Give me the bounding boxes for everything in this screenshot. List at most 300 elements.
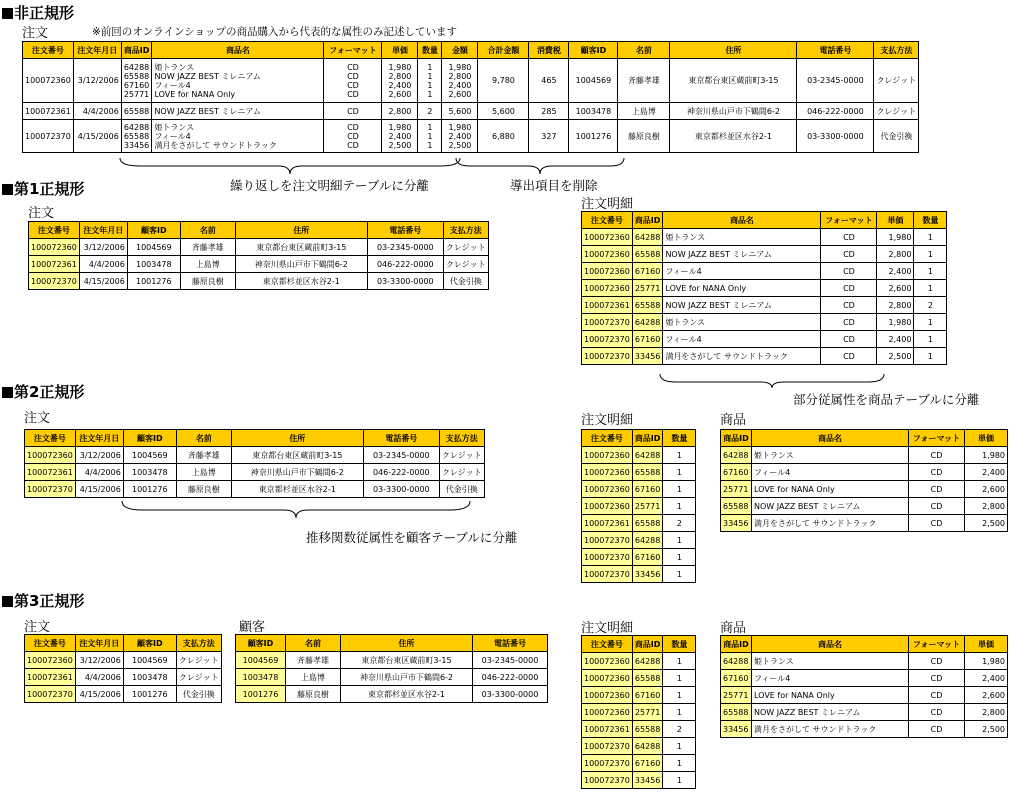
table-cell: 65588 <box>632 670 663 687</box>
table-cell: 2 <box>663 721 696 738</box>
table-cell: 2,500 <box>965 515 1008 532</box>
table-cell: 100072370 <box>29 273 80 290</box>
table-cell: CD <box>909 653 965 670</box>
table-cell: 64288 <box>632 447 663 464</box>
product-2nf-row <box>721 447 1008 464</box>
table-cell: 満月をさがして サウンドトラック <box>752 721 909 738</box>
table-cell: クレジット <box>443 239 488 256</box>
detail-2nf-header-row <box>582 430 696 447</box>
column-header: 電話番号 <box>363 430 439 447</box>
table-cell: 2,600 <box>877 280 914 297</box>
section-title-3nf: 第3正規形 <box>2 590 84 611</box>
detail-3nf-row <box>582 738 696 755</box>
unf-row <box>23 103 919 120</box>
table-cell: 2 <box>418 103 442 120</box>
table-cell: 2,400 <box>965 670 1008 687</box>
table-cell: 満月をさがして サウンドトラック <box>663 348 821 365</box>
table-cell: 4/15/2006 <box>79 273 127 290</box>
column-header: 商品名 <box>752 430 909 447</box>
unf-row <box>23 120 919 153</box>
detail-1nf-row <box>582 331 947 348</box>
table-cell: 藤原良樹 <box>618 120 670 153</box>
table-cell: CD <box>909 515 965 532</box>
column-header: 住所 <box>231 430 363 447</box>
column-header: 商品ID <box>121 42 152 59</box>
table-cell: 1003478 <box>569 103 618 120</box>
table-cell: 046-222-0000 <box>473 669 548 686</box>
table-cell: 33456 <box>632 566 663 583</box>
table-cell: 東京都台東区蔵前町3-15 <box>670 59 797 103</box>
product-2nf-header-row <box>721 430 1008 447</box>
order-2nf-header-row <box>25 430 485 447</box>
table-cell: 東京都台東区蔵前町3-15 <box>235 239 367 256</box>
table-cell: 03-3300-0000 <box>363 481 439 498</box>
product-table-3nf <box>720 635 1008 738</box>
customer-3nf-row <box>236 669 548 686</box>
table-cell: 1001276 <box>236 686 286 703</box>
table-cell: 03-2345-0000 <box>797 59 874 103</box>
column-header: 名前 <box>286 635 341 652</box>
table-cell: 代金引換 <box>439 481 484 498</box>
table-cell: 1 <box>663 532 696 549</box>
column-header: 消費税 <box>529 42 569 59</box>
table-cell: 1 <box>663 670 696 687</box>
table-cell: CD CD CD CD <box>324 59 382 103</box>
table-cell: 東京都台東区蔵前町3-15 <box>231 447 363 464</box>
table-cell: 64288 65588 67160 25771 <box>121 59 152 103</box>
column-header: 単価 <box>382 42 418 59</box>
column-header: 商品名 <box>152 42 324 59</box>
table-cell: 4/15/2006 <box>73 120 121 153</box>
table-cell: CD <box>821 348 877 365</box>
column-header: 数量 <box>914 212 947 229</box>
table-cell: 100072360 <box>582 481 633 498</box>
table-cell: 64288 <box>721 653 752 670</box>
table-cell: 100072370 <box>23 120 74 153</box>
table-cell: CD <box>821 331 877 348</box>
table-cell: 東京都杉並区水谷2-1 <box>341 686 473 703</box>
table-cell: 満月をさがして サウンドトラック <box>752 515 909 532</box>
column-header: フォーマット <box>909 636 965 653</box>
table-cell: 03-2345-0000 <box>363 447 439 464</box>
table-cell: 25771 <box>721 481 752 498</box>
table-cell: 姫トランス フィール4 満月をさがして サウンドトラック <box>152 120 324 153</box>
column-header: 金額 <box>442 42 478 59</box>
table-cell: 1 <box>663 447 696 464</box>
detail-3nf-row <box>582 687 696 704</box>
table-cell: CD <box>821 280 877 297</box>
table-cell: 代金引換 <box>176 686 221 703</box>
table-cell: 藤原良樹 <box>180 273 235 290</box>
table-cell: 1 <box>663 704 696 721</box>
detail-3nf-header-row <box>582 636 696 653</box>
annotation-transitive: 推移関数従属性を顧客テーブルに分離 <box>306 530 518 545</box>
column-header: 商品ID <box>632 430 663 447</box>
column-header: 顧客ID <box>123 635 176 652</box>
table-cell: 100072360 <box>582 280 633 297</box>
order-3nf-row <box>25 686 222 703</box>
table-cell: クレジット <box>439 447 484 464</box>
column-header: 注文番号 <box>582 212 633 229</box>
detail-2nf-row <box>582 481 696 498</box>
unf-header-row <box>23 42 919 59</box>
column-header: 商品ID <box>632 636 663 653</box>
table-cell: 2 <box>914 297 947 314</box>
detail-1nf-row <box>582 229 947 246</box>
column-header: 単価 <box>965 430 1008 447</box>
column-header: フォーマット <box>821 212 877 229</box>
table-caption-detail-2nf: 注文明細 <box>581 413 634 428</box>
column-header: フォーマット <box>909 430 965 447</box>
annotation-partial: 部分従属性を商品テーブルに分離 <box>793 392 980 407</box>
table-cell: 9,780 <box>478 59 529 103</box>
table-caption-customer-3nf: 顧客 <box>239 620 266 635</box>
table-caption-order-3nf: 注文 <box>24 620 51 635</box>
table-cell: 100072360 <box>25 447 76 464</box>
table-cell: 327 <box>529 120 569 153</box>
table-cell: LOVE for NANA Only <box>752 481 909 498</box>
table-cell: 東京都台東区蔵前町3-15 <box>341 652 473 669</box>
table-cell: 64288 <box>632 532 663 549</box>
table-cell: 33456 <box>721 721 752 738</box>
table-cell: 100072361 <box>25 464 76 481</box>
table-cell: NOW JAZZ BEST ミレニアム <box>752 704 909 721</box>
table-cell: クレジット <box>443 256 488 273</box>
table-cell: NOW JAZZ BEST ミレニアム <box>752 498 909 515</box>
table-cell: 100072360 <box>582 246 633 263</box>
table-caption-detail-3nf: 注文明細 <box>581 621 634 636</box>
table-cell: 25771 <box>632 498 663 515</box>
table-cell: 100072361 <box>582 515 633 532</box>
table-cell: 1 <box>663 738 696 755</box>
annotation-repeat: 繰り返しを注文明細テーブルに分離 <box>230 178 429 193</box>
column-header: 注文番号 <box>23 42 74 59</box>
order-table-2nf <box>24 429 485 498</box>
table-cell: 1 <box>663 772 696 789</box>
column-header: 商品ID <box>632 212 663 229</box>
order-3nf-header-row <box>25 635 222 652</box>
transitive-dependency-brace <box>122 501 470 525</box>
table-cell: 67160 <box>632 687 663 704</box>
detail-2nf-row <box>582 447 696 464</box>
detail-2nf-row <box>582 498 696 515</box>
table-cell: クレジット <box>874 103 919 120</box>
column-header: 電話番号 <box>367 222 443 239</box>
table-cell: 1 <box>663 549 696 566</box>
order-table-1nf <box>28 221 489 290</box>
table-cell: CD <box>909 447 965 464</box>
table-cell: 上島博 <box>286 669 341 686</box>
section-title-1nf: 第1正規形 <box>2 178 84 199</box>
table-cell: 100072370 <box>582 549 633 566</box>
table-cell: 65588 <box>632 297 663 314</box>
detail-1nf-row <box>582 297 947 314</box>
table-cell: CD <box>909 687 965 704</box>
column-header: 注文番号 <box>582 430 633 447</box>
table-cell: 3/12/2006 <box>75 447 123 464</box>
table-cell: 斉藤孝雄 <box>286 652 341 669</box>
column-header: 注文番号 <box>25 635 76 652</box>
detail-1nf-row <box>582 246 947 263</box>
customer-3nf-header-row <box>236 635 548 652</box>
column-header: 注文年月日 <box>75 635 123 652</box>
table-cell: 1,980 2,400 2,500 <box>442 120 478 153</box>
table-cell: 67160 <box>632 263 663 280</box>
table-cell: 100072360 <box>582 498 633 515</box>
table-cell: 100072370 <box>582 566 633 583</box>
table-cell: フィール4 <box>663 263 821 280</box>
table-cell: 33456 <box>632 348 663 365</box>
table-cell: 神奈川県山戸市下鶴間6-2 <box>235 256 367 273</box>
table-cell: CD <box>821 297 877 314</box>
table-cell: 2 <box>663 515 696 532</box>
table-cell: 1001276 <box>123 686 176 703</box>
table-cell: 100072360 <box>582 687 633 704</box>
detail-2nf-row <box>582 549 696 566</box>
table-cell: 姫トランス <box>663 314 821 331</box>
column-header: 名前 <box>618 42 670 59</box>
column-header: 単価 <box>965 636 1008 653</box>
table-cell: 1,980 2,400 2,500 <box>382 120 418 153</box>
table-caption-product-2nf: 商品 <box>720 413 747 428</box>
table-cell: 1 <box>914 263 947 280</box>
table-cell: フィール4 <box>752 464 909 481</box>
column-header: 住所 <box>235 222 367 239</box>
table-cell: 100072370 <box>582 738 633 755</box>
table-cell: 465 <box>529 59 569 103</box>
scope-note: ※前回のオンラインショップの商品購入から代表的な属性のみ記述しています <box>92 26 458 38</box>
table-cell: CD <box>324 103 382 120</box>
table-cell: 1 1 1 <box>418 120 442 153</box>
table-caption-product-3nf: 商品 <box>720 621 747 636</box>
table-cell: 1,980 <box>877 314 914 331</box>
order-2nf-row <box>25 464 485 481</box>
table-cell: 1003478 <box>236 669 286 686</box>
detail-3nf-row <box>582 704 696 721</box>
table-cell: 64288 <box>632 229 663 246</box>
table-caption-order-2nf: 注文 <box>24 411 51 426</box>
table-cell: 姫トランス <box>663 229 821 246</box>
table-cell: 藤原良樹 <box>176 481 231 498</box>
table-cell: 2,800 <box>877 297 914 314</box>
table-cell: 100072360 <box>582 263 633 280</box>
table-cell: 100072370 <box>582 532 633 549</box>
table-cell: 神奈川県山戸市下鶴間6-2 <box>670 103 797 120</box>
column-header: 数量 <box>418 42 442 59</box>
order-1nf-row <box>29 239 489 256</box>
product-table-2nf <box>720 429 1008 532</box>
table-cell: 046-222-0000 <box>367 256 443 273</box>
table-cell: 1004569 <box>569 59 618 103</box>
table-cell: 5,600 <box>442 103 478 120</box>
table-cell: 3/12/2006 <box>75 652 123 669</box>
table-cell: 100072360 <box>582 653 633 670</box>
product-3nf-row <box>721 687 1008 704</box>
table-cell: 1,980 <box>965 447 1008 464</box>
table-cell: 斉藤孝雄 <box>176 447 231 464</box>
annotation-derived: 導出項目を削除 <box>510 178 598 193</box>
table-cell: 東京都杉並区水谷2-1 <box>235 273 367 290</box>
table-cell: 64288 65588 33456 <box>121 120 152 153</box>
detail-1nf-row <box>582 280 947 297</box>
table-cell: 2,500 <box>965 721 1008 738</box>
unf-order-table <box>22 41 919 153</box>
table-cell: 1 1 1 1 <box>418 59 442 103</box>
table-cell: 100072370 <box>582 772 633 789</box>
column-header: 顧客ID <box>236 635 286 652</box>
detail-2nf-row <box>582 464 696 481</box>
column-header: 注文年月日 <box>73 42 121 59</box>
column-header: 住所 <box>341 635 473 652</box>
table-cell: 1 <box>914 246 947 263</box>
table-cell: 1,980 2,800 2,400 2,600 <box>382 59 418 103</box>
table-cell: 2,800 <box>382 103 418 120</box>
table-cell: LOVE for NANA Only <box>752 687 909 704</box>
table-cell: 2,800 <box>965 498 1008 515</box>
detail-3nf-row <box>582 653 696 670</box>
table-cell: 1003478 <box>123 464 176 481</box>
table-cell: NOW JAZZ BEST ミレニアム <box>152 103 324 120</box>
table-cell: 65588 <box>721 498 752 515</box>
column-header: 顧客ID <box>127 222 180 239</box>
product-2nf-row <box>721 515 1008 532</box>
customer-3nf-row <box>236 686 548 703</box>
table-cell: 65588 <box>632 721 663 738</box>
table-cell: 33456 <box>632 772 663 789</box>
table-cell: 64288 <box>632 738 663 755</box>
column-header: 顧客ID <box>569 42 618 59</box>
table-cell: CD <box>909 481 965 498</box>
table-cell: 1003478 <box>123 669 176 686</box>
detail-2nf-row <box>582 515 696 532</box>
table-cell: 03-3300-0000 <box>473 686 548 703</box>
column-header: 注文番号 <box>582 636 633 653</box>
column-header: 数量 <box>663 430 696 447</box>
table-cell: 100072361 <box>23 103 74 120</box>
table-cell: CD <box>909 704 965 721</box>
table-cell: 代金引換 <box>874 120 919 153</box>
table-cell: 姫トランス <box>752 653 909 670</box>
column-header: 注文年月日 <box>79 222 127 239</box>
table-cell: 100072360 <box>582 229 633 246</box>
detail-2nf-row <box>582 566 696 583</box>
table-cell: フィール4 <box>663 331 821 348</box>
table-cell: 2,400 <box>877 263 914 280</box>
square-bullet-icon <box>2 596 13 607</box>
table-cell: 2,400 <box>965 464 1008 481</box>
detail-3nf-row <box>582 721 696 738</box>
table-cell: 1 <box>663 498 696 515</box>
table-cell: 65588 <box>721 704 752 721</box>
order-table-3nf <box>24 634 222 703</box>
table-cell: 2,800 <box>877 246 914 263</box>
table-cell: 上島博 <box>618 103 670 120</box>
table-cell: 100072370 <box>582 348 633 365</box>
table-cell: CD <box>909 464 965 481</box>
column-header: 注文番号 <box>29 222 80 239</box>
table-cell: 67160 <box>721 670 752 687</box>
table-cell: NOW JAZZ BEST ミレニアム <box>663 297 821 314</box>
table-cell: 1 <box>914 331 947 348</box>
table-cell: 100072360 <box>582 447 633 464</box>
table-cell: 1 <box>914 314 947 331</box>
table-cell: 65588 <box>632 515 663 532</box>
table-cell: 03-3300-0000 <box>367 273 443 290</box>
table-cell: CD <box>821 229 877 246</box>
order-2nf-row <box>25 447 485 464</box>
table-cell: 1001276 <box>127 273 180 290</box>
table-cell: CD <box>821 246 877 263</box>
table-cell: 2,800 <box>965 704 1008 721</box>
table-cell: 1 <box>914 348 947 365</box>
table-cell: 100072361 <box>25 669 76 686</box>
detail-3nf-row <box>582 772 696 789</box>
section-title-unnormalized: 非正規形 <box>2 2 74 23</box>
table-cell: 2,600 <box>965 687 1008 704</box>
product-3nf-header-row <box>721 636 1008 653</box>
customer-table-3nf <box>235 634 548 703</box>
product-3nf-row <box>721 704 1008 721</box>
table-cell: 100072370 <box>582 755 633 772</box>
table-cell: 100072360 <box>582 704 633 721</box>
table-cell: CD CD CD <box>324 120 382 153</box>
table-cell: 046-222-0000 <box>797 103 874 120</box>
product-3nf-row <box>721 721 1008 738</box>
table-cell: クレジット <box>176 652 221 669</box>
table-cell: 2,500 <box>877 348 914 365</box>
table-cell: 4/4/2006 <box>73 103 121 120</box>
table-cell: 5,600 <box>478 103 529 120</box>
table-cell: 25771 <box>632 704 663 721</box>
column-header: 注文年月日 <box>75 430 123 447</box>
product-3nf-row <box>721 653 1008 670</box>
table-cell: 1 <box>663 687 696 704</box>
product-3nf-row <box>721 670 1008 687</box>
table-cell: 1004569 <box>236 652 286 669</box>
table-cell: 67160 <box>632 549 663 566</box>
column-header: 支払方法 <box>874 42 919 59</box>
product-2nf-row <box>721 464 1008 481</box>
table-cell: フィール4 <box>752 670 909 687</box>
detail-1nf-header-row <box>582 212 947 229</box>
table-cell: 上島博 <box>176 464 231 481</box>
table-cell: 神奈川県山戸市下鶴間6-2 <box>341 669 473 686</box>
table-cell: LOVE for NANA Only <box>663 280 821 297</box>
column-header: 注文番号 <box>25 430 76 447</box>
detail-table-2nf <box>581 429 696 583</box>
table-cell: 100072360 <box>23 59 74 103</box>
table-cell: クレジット <box>439 464 484 481</box>
table-cell: 姫トランス NOW JAZZ BEST ミレニアム フィール4 LOVE for NANA Only <box>152 59 324 103</box>
column-header: 顧客ID <box>123 430 176 447</box>
table-cell: 藤原良樹 <box>286 686 341 703</box>
table-cell: 1,980 <box>965 653 1008 670</box>
table-cell: 6,880 <box>478 120 529 153</box>
table-cell: 67160 <box>632 755 663 772</box>
table-cell: 4/4/2006 <box>79 256 127 273</box>
table-cell: NOW JAZZ BEST ミレニアム <box>663 246 821 263</box>
table-caption-order-1nf: 注文 <box>28 206 55 221</box>
column-header: 支払方法 <box>176 635 221 652</box>
table-cell: 東京都杉並区水谷2-1 <box>231 481 363 498</box>
table-cell: 1 <box>914 280 947 297</box>
table-cell: CD <box>909 498 965 515</box>
column-header: 商品ID <box>721 636 752 653</box>
table-cell: 上島博 <box>180 256 235 273</box>
column-header: 商品ID <box>721 430 752 447</box>
table-cell: 03-3300-0000 <box>797 120 874 153</box>
column-header: フォーマット <box>324 42 382 59</box>
